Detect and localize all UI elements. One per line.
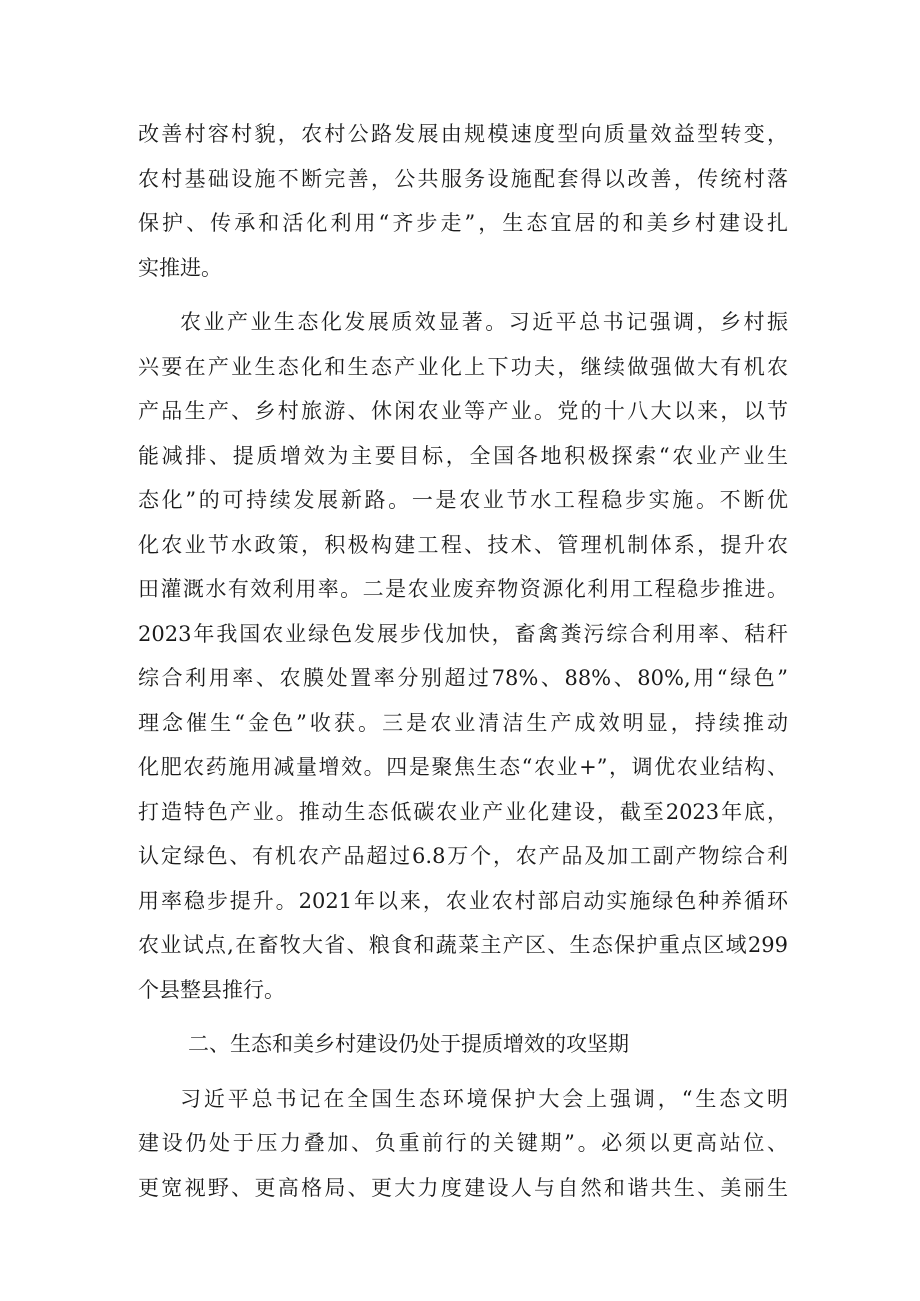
text-line: 2023年我国农业绿色发展步伐加快，畜禽粪污综合利用率、秸秆 [138,621,788,646]
text-line: 田灌溉水有效利用率。二是农业废弃物资源化利用工程稳步推进。 [138,577,788,601]
text-line: 化农业节水政策，积极构建工程、技术、管理机制体系，提升农 [138,532,788,557]
text-line: 兴要在产业生态化和生态产业化上下功夫，继续做强做大有机农 [138,354,788,379]
text-line: 保护、传承和活化利用“齐步走”，生态宜居的和美乡村建设扎 [138,211,788,235]
text-line: 理念催生“金色”收获。三是农业清洁生产成效明显，持续推动 [138,710,788,735]
text-line: 用率稳步提升。2021年以来，农业农村部启动实施绿色种养循环 [138,888,788,913]
text-line: 农业试点,在畜牧大省、粮食和蔬菜主产区、生态保护重点区域299 [138,933,788,957]
text-line: 实推进。 [138,255,222,280]
text-line: 农业产业生态化发展质效显著。习近平总书记强调，乡村振 [180,310,788,334]
text-line: 个县整县推行。 [138,977,285,1002]
paragraph-village-appearance [138,112,788,290]
text-line: 改善村容村貌，农村公路发展由规模速度型向质量效益型转变， [138,122,788,146]
text-line: 综合利用率、农膜处置率分别超过78%、88%、80%,用“绿色” [138,666,788,690]
text-line: 认定绿色、有机农产品超过6.8万个，农产品及加工副产物综合利 [138,844,788,868]
section-heading-text: 二、生态和美乡村建设仍处于提质增效的攻坚期 [188,1032,629,1056]
text-line: 产品生产、乡村旅游、休闲农业等产业。党的十八大以来，以节 [138,399,788,423]
text-line: 更宽视野、更高格局、更大力度建设人与自然和谐共生、美丽生 [138,1175,788,1200]
text-line: 习近平总书记在全国生态环境保护大会上强调，“生态文明 [180,1086,788,1111]
text-line: 打造特色产业。推动生态低碳农业产业化建设，截至2023年底， [138,799,788,824]
text-line: 建设仍处于压力叠加、负重前行的关键期”。必须以更高站位、 [138,1131,788,1155]
text-line: 化肥农药施用减量增效。四是聚焦生态“农业+”，调优农业结构、 [138,755,788,779]
text-line: 态化”的可持续发展新路。一是农业节水工程稳步实施。不断优 [138,488,788,512]
section-heading [138,1022,788,1067]
document-body [138,112,788,1210]
paragraph-agri-ecologization [138,300,788,1012]
paragraph-ecological-civilization [138,1077,788,1211]
text-line: 农村基础设施不断完善，公共服务设施配套得以改善，传统村落 [138,166,788,191]
text-line: 能减排、提质增效为主要目标，全国各地积极探索“农业产业生 [138,443,788,468]
